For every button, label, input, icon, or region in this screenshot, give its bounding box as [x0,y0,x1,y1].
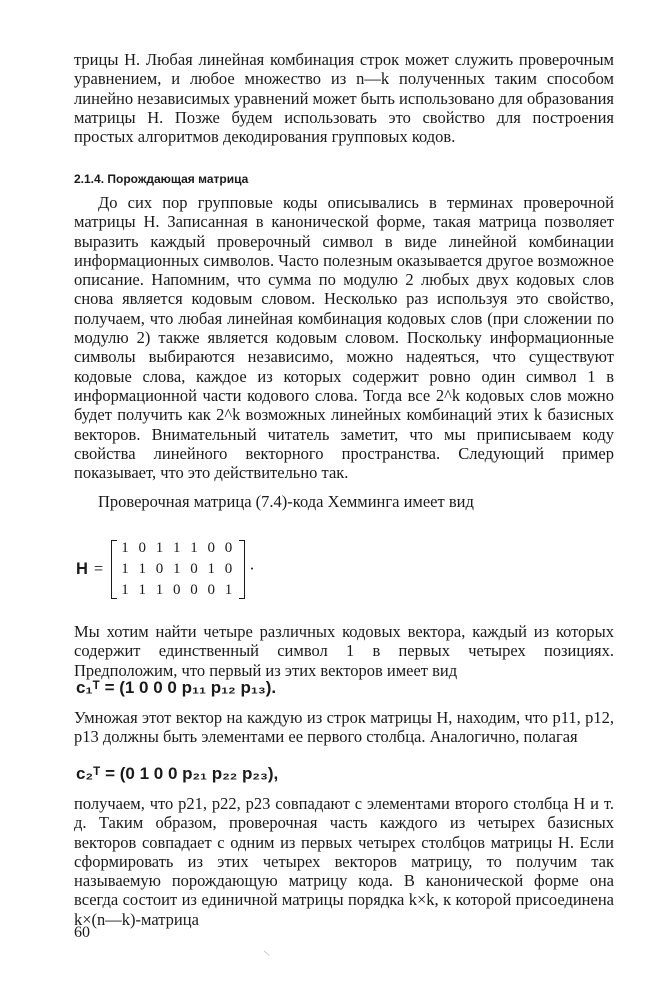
matrix-dot: · [249,559,255,578]
paragraph-4: Мы хотим найти четыре различных кодовых вектора, каждый из которых содержит единственный символ 1 в первых четырех позициях. Предположим, что первый из этих векторов имеет вид [74,622,614,680]
page-number: 60 [74,924,90,941]
paragraph-3: Проверочная матрица (7.4)-кода Хемминга имеет вид [98,492,474,511]
paragraph-6: получаем, что p21, p22, p23 совпадают с элементами второго столбца H и т. д. Таким образом, проверочная часть каждого из четырех базисных векторов совпадает с одним из первых четырех столбцов матрицы H. Если сформировать из этих четырех векторов матрицу, то получим так называемую порождающую матрицу кода. В канонической форме она всегда состоит из единичной матрицы порядка k×k, к которой присоединена k×(n—k)-матрица [74,794,614,929]
matrix-h [76,536,255,602]
paragraph-1: трицы H. Любая линейная комбинация строк может служить проверочным уравнением, и любое множество из n—k полученных таким способом линейно независимых уравнений может быть использовано для образования матрицы H. Позже будем использовать это свойство для построения простых алгоритмов декодирования групповых кодов. [74,50,614,147]
matrix-label: H [76,559,88,578]
scan-speck: / [261,950,274,957]
matrix-equals: = [93,559,104,578]
paragraph-5: Умножая этот вектор на каждую из строк матрицы H, находим, что p11, p12, p13 должны быть элементами ее первого столбца. Аналогично, полагая [74,708,614,747]
equation-c2: c₂ᵀ = (0 1 0 0 p₂₁ p₂₂ p₂₃), [76,764,279,783]
matrix-brackets [111,538,245,601]
paragraph-2: До сих пор групповые коды описывались в терминах проверочной матрицы H. Записанная в канонической форме, такая матрица позволяет выразить каждый проверочный символ в виде линейной комбинации информационных символов. Часто полезным оказывается другое возможное описание. Напомним, что сумма по модулю 2 любых двух кодовых слов снова является кодовым словом. Несколько раз используя это свойство, получаем, что любая линейная комбинация кодовых слов (при сложении по модулю 2) также является кодовым словом. Поскольку информационные символы выбираются независимо, можно надеяться, что существуют кодовые слова, каждое из которых содержит ровно один символ 1 в информационной части кодового слова. Тогда все 2^k кодовых слов можно будет получить как 2^k возможных линейных комбинаций этих k базисных векторов. Внимательный читатель заметит, что мы приписываем коду свойства линейного векторного пространства. Следующий пример показывает, что это действительно так. [74,193,614,483]
matrix-row-2: 1 1 0 1 0 1 0 [121,560,236,577]
section-heading: 2.1.4. Порождающая матрица [74,172,249,186]
equation-c1: c₁ᵀ = (1 0 0 0 p₁₁ p₁₂ p₁₃). [76,678,277,697]
matrix-row-1: 1 0 1 1 1 0 0 [121,539,236,556]
matrix-row-3: 1 1 1 0 0 0 1 [121,581,236,598]
